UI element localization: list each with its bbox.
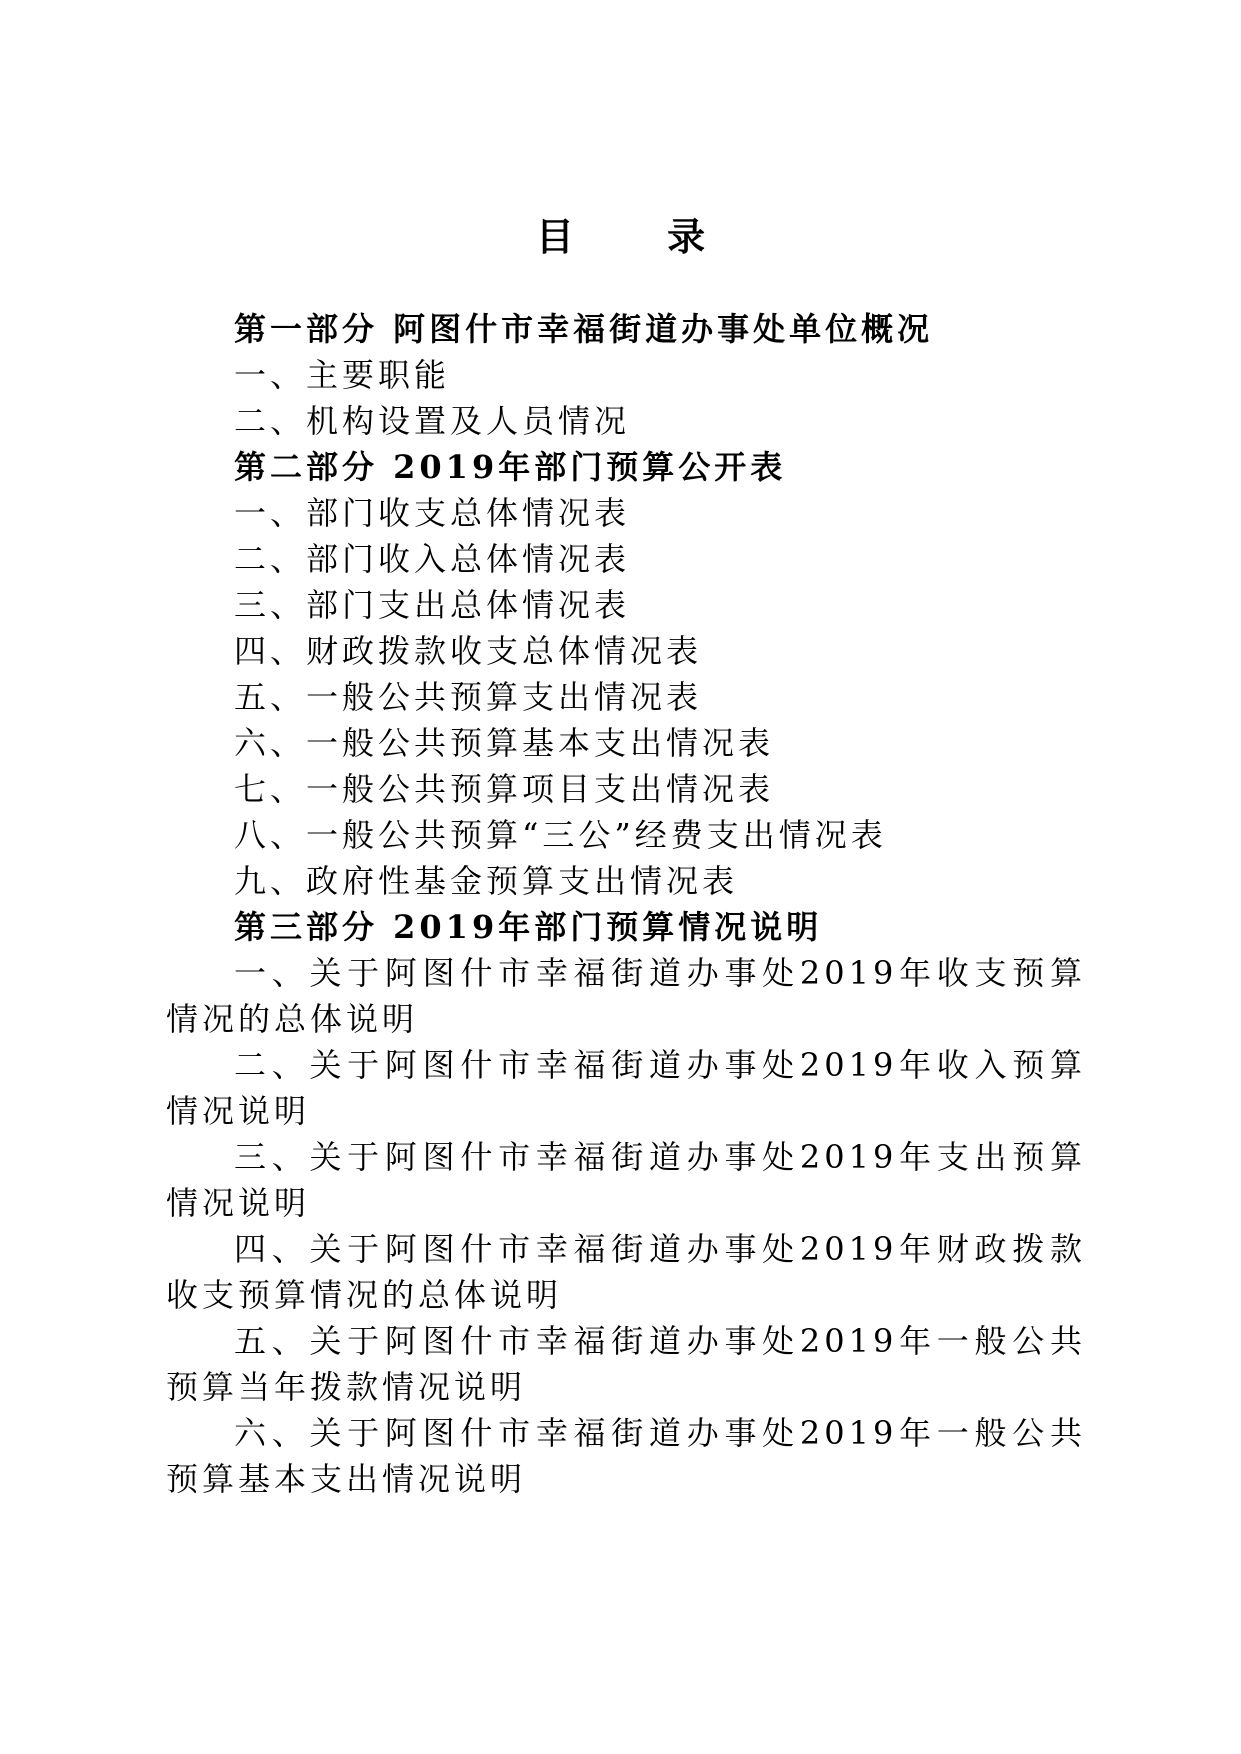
- toc-item: 五、一般公共预算支出情况表: [234, 678, 703, 716]
- toc-item: 三、关于阿图什市幸福街道办事处2019年支出预算情况说明: [166, 1138, 1086, 1222]
- toc-item: 二、关于阿图什市幸福街道办事处2019年收入预算情况说明: [166, 1046, 1086, 1130]
- toc-part-heading: 第二部分 2019年部门预算公开表: [234, 448, 787, 486]
- table-of-contents: [166, 306, 1086, 1502]
- toc-item: 六、关于阿图什市幸福街道办事处2019年一般公共预算基本支出情况说明: [166, 1414, 1086, 1498]
- toc-item: 一、部门收支总体情况表: [234, 494, 631, 532]
- toc-item: 六、一般公共预算基本支出情况表: [234, 724, 775, 762]
- toc-item: 八、一般公共预算“三公”经费支出情况表: [234, 816, 887, 854]
- toc-item: 一、关于阿图什市幸福街道办事处2019年收支预算情况的总体说明: [166, 954, 1086, 1038]
- toc-item: 二、机构设置及人员情况: [234, 402, 631, 440]
- page-title: 目 录: [535, 214, 746, 259]
- toc-item: 一、主要职能: [234, 356, 451, 394]
- toc-item: 三、部门支出总体情况表: [234, 586, 631, 624]
- toc-item: 五、关于阿图什市幸福街道办事处2019年一般公共预算当年拨款情况说明: [166, 1322, 1086, 1406]
- toc-item: 七、一般公共预算项目支出情况表: [234, 770, 775, 808]
- toc-item: 四、财政拨款收支总体情况表: [234, 632, 703, 670]
- toc-item: 九、政府性基金预算支出情况表: [234, 862, 739, 900]
- toc-item: 四、关于阿图什市幸福街道办事处2019年财政拨款收支预算情况的总体说明: [166, 1230, 1086, 1314]
- toc-part-heading: 第三部分 2019年部门预算情况说明: [234, 908, 823, 946]
- toc-part-heading: 第一部分 阿图什市幸福街道办事处单位概况: [234, 310, 934, 348]
- toc-item: 二、部门收入总体情况表: [234, 540, 631, 578]
